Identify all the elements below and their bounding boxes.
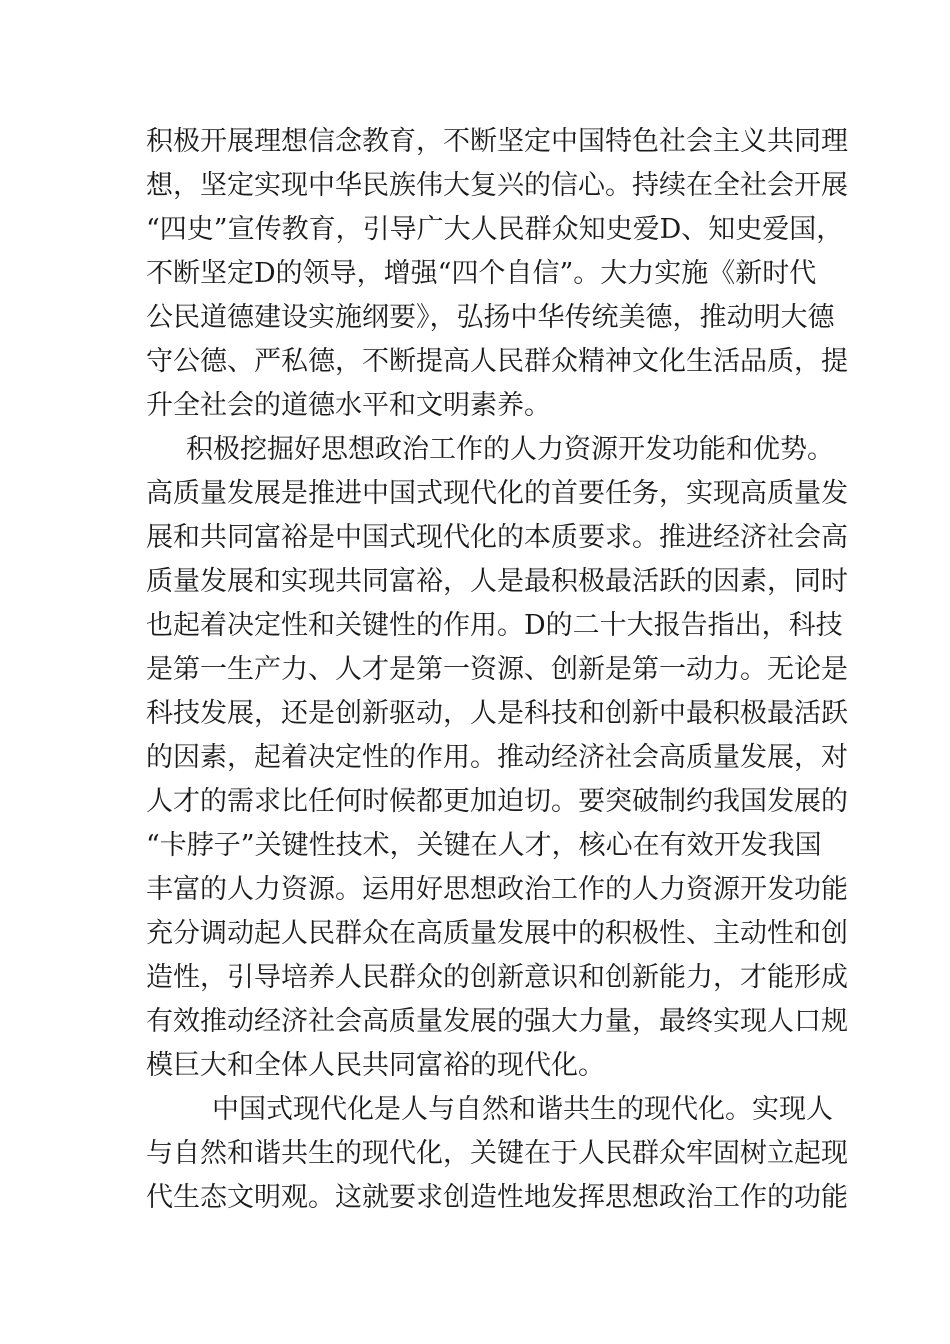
text-line: “四史”宣传教育，引导广大人民群众知史爱D、知史爱国， — [146, 214, 844, 245]
paragraph-1 — [146, 120, 848, 428]
paragraph-3 — [146, 1088, 848, 1220]
text-line: 是第一生产力、人才是第一资源、创新是第一动力。无论是 — [146, 654, 848, 685]
text-line: 科技发展，还是创新驱动，人是科技和创新中最积极最活跃 — [146, 698, 848, 729]
text-line: 展和共同富裕是中国式现代化的本质要求。推进经济社会高 — [146, 522, 848, 553]
text-line: 有效推动经济社会高质量发展的强大力量，最终实现人口规 — [146, 1006, 848, 1037]
text-line: 与自然和谐共生的现代化，关键在于人民群众牢固树立起现 — [146, 1138, 848, 1169]
text-line: 模巨大和全体人民共同富裕的现代化。 — [146, 1050, 605, 1081]
text-line: 代生态文明观。这就要求创造性地发挥思想政治工作的功能 — [146, 1182, 848, 1213]
text-line: 的因素，起着决定性的作用。推动经济社会高质量发展，对 — [146, 742, 848, 773]
paragraph-heading-line: 中国式现代化是人与自然和谐共生的现代化。实现人 — [212, 1094, 833, 1125]
document-body — [146, 120, 848, 1220]
text-line: 积极开展理想信念教育，不断坚定中国特色社会主义共同理 — [146, 126, 848, 157]
text-line: 造性，引导培养人民群众的创新意识和创新能力，才能形成 — [146, 962, 848, 993]
text-line: 升全社会的道德水平和文明素养。 — [146, 390, 551, 421]
text-line: 人才的需求比任何时候都更加迫切。要突破制约我国发展的 — [146, 786, 848, 817]
text-line: 守公德、严私德，不断提高人民群众精神文化生活品质，提 — [146, 346, 848, 377]
text-line: 丰富的人力资源。运用好思想政治工作的人力资源开发功能 — [146, 874, 848, 905]
text-line: 不断坚定D的领导，增强“四个自信”。大力实施《新时代 — [146, 258, 817, 289]
text-line: 高质量发展是推进中国式现代化的首要任务，实现高质量发 — [146, 478, 848, 509]
paragraph-heading-line: 积极挖掘好思想政治工作的人力资源开发功能和优势。 — [186, 434, 834, 465]
text-line: 想，坚定实现中华民族伟大复兴的信心。持续在全社会开展 — [146, 170, 848, 201]
paragraph-2 — [146, 428, 848, 1088]
text-line: 充分调动起人民群众在高质量发展中的积极性、主动性和创 — [146, 918, 848, 949]
text-line: 也起着决定性和关键性的作用。D的二十大报告指出，科技 — [146, 610, 843, 641]
text-line: “卡脖子”关键性技术，关键在人才，核心在有效开发我国 — [146, 830, 822, 861]
text-line: 质量发展和实现共同富裕，人是最积极最活跃的因素，同时 — [146, 566, 848, 597]
text-line: 公民道德建设实施纲要》，弘扬中华传统美德，推动明大德 — [146, 302, 835, 333]
